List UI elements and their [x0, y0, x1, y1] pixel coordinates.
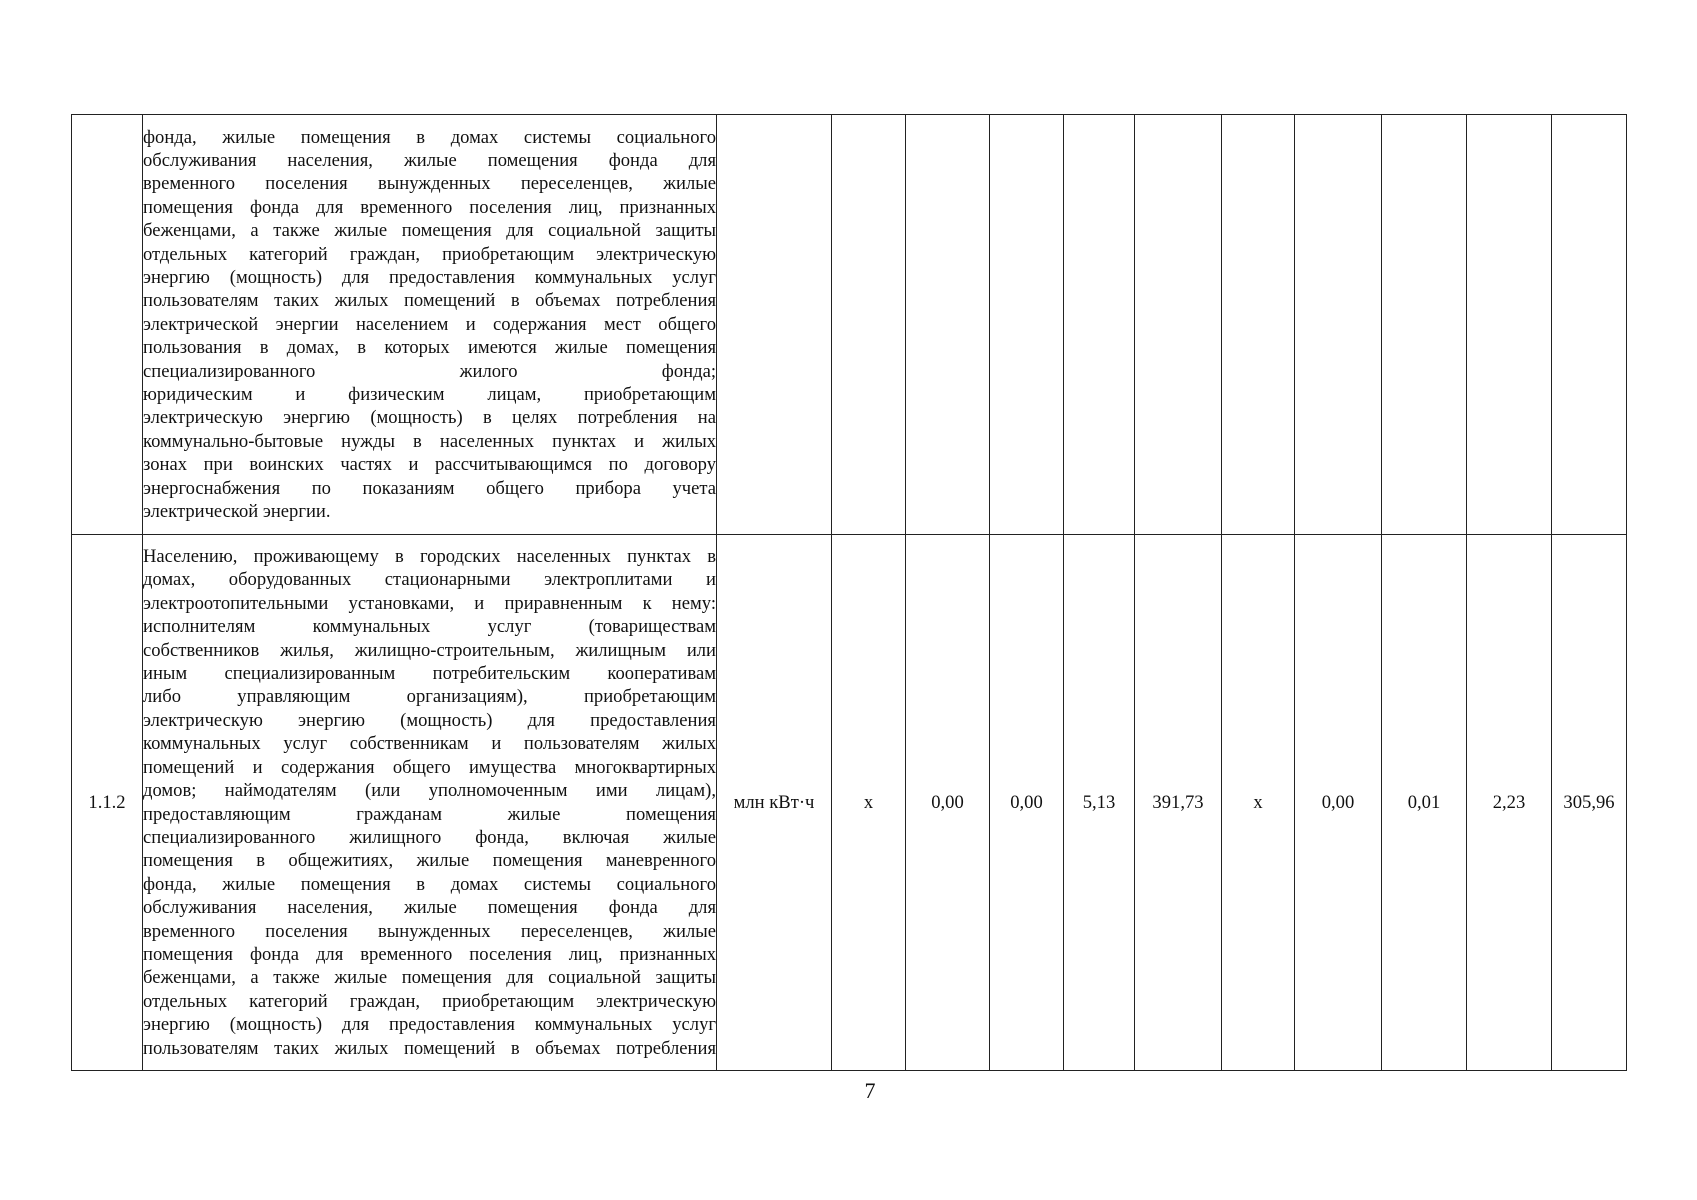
description-line: предоставляющим гражданам жилые помещения [143, 803, 716, 825]
description-line: помещений и содержания общего имущества многоквартирных [143, 756, 716, 778]
description-line: помещения фонда для временного поселения лиц, признанных [143, 943, 716, 965]
description-line: беженцами, а также жилые помещения для социальной защиты [143, 967, 716, 989]
value-cell [906, 115, 990, 535]
description-line: специализированного жилого фонда; [143, 360, 716, 382]
description-line: временного поселения вынужденных переселенцев, жилые [143, 173, 716, 195]
value-cell: х [1222, 535, 1295, 1071]
row-number-cell [72, 115, 143, 535]
row-description-cell [143, 115, 717, 535]
description-line: электрическую энергию (мощность) для предоставления [143, 709, 716, 731]
value-cell [1552, 115, 1627, 535]
description-line: отдельных категорий граждан, приобретающим электрическую [143, 243, 716, 265]
description-line: иным специализированным потребительским кооперативам [143, 663, 716, 685]
unit-cell [717, 115, 832, 535]
description-line: энергию (мощность) для предоставления коммунальных услуг [143, 1014, 716, 1036]
description-line: отдельных категорий граждан, приобретающим электрическую [143, 990, 716, 1012]
description-line: электрическую энергию (мощность) в целях потребления на [143, 407, 716, 429]
row-number-cell: 1.1.2 [72, 535, 143, 1071]
value-cell [1135, 115, 1222, 535]
value-cell: 0,00 [990, 535, 1064, 1071]
value-cell: 2,23 [1467, 535, 1552, 1071]
value-cell [1295, 115, 1382, 535]
unit-cell: млн кВт·ч [717, 535, 832, 1071]
description-line: электрической энергии населением и содержания мест общего [143, 313, 716, 335]
value-cell [1382, 115, 1467, 535]
description-line: либо управляющим организациям), приобретающим [143, 686, 716, 708]
row-description-cell [143, 535, 717, 1071]
description-line: электроотопительными установками, и приравненным к нему: [143, 592, 716, 614]
description-line: домах, оборудованных стационарными электроплитами и [143, 569, 716, 591]
value-cell: х [832, 535, 906, 1071]
value-cell: 305,96 [1552, 535, 1627, 1071]
description-line: пользователям таких жилых помещений в объемах потребления [143, 290, 716, 312]
description-line: временного поселения вынужденных переселенцев, жилые [143, 920, 716, 942]
description-line: специализированного жилищного фонда, включая жилые [143, 826, 716, 848]
description-line: обслуживания населения, жилые помещения фонда для [143, 897, 716, 919]
description-line: обслуживания населения, жилые помещения фонда для [143, 149, 716, 171]
value-cell [1064, 115, 1135, 535]
value-cell [990, 115, 1064, 535]
value-cell: 5,13 [1064, 535, 1135, 1071]
value-cell: 391,73 [1135, 535, 1222, 1071]
description-line: энергию (мощность) для предоставления коммунальных услуг [143, 266, 716, 288]
description-line: домов; наймодателям (или уполномоченным ими лицам), [143, 780, 716, 802]
page-number: 7 [864, 1078, 876, 1103]
description-line: беженцами, а также жилые помещения для социальной защиты [143, 220, 716, 242]
description-line: зонах при воинских частях и рассчитывающимся по договору [143, 454, 716, 476]
value-cell: 0,00 [906, 535, 990, 1071]
description-line: юридическим и физическим лицам, приобретающим [143, 384, 716, 406]
table-row [72, 535, 1627, 1071]
description-line: помещения фонда для временного поселения лиц, признанных [143, 196, 716, 218]
tariff-table [71, 114, 1627, 1071]
description-line: Населению, проживающему в городских населенных пунктах в [143, 546, 716, 568]
description-line: электрической энергии. [143, 501, 331, 523]
description-line: коммунально-бытовые нужды в населенных пунктах и жилых [143, 430, 716, 452]
description-line: пользования в домах, в которых имеются жилые помещения [143, 337, 716, 359]
value-cell [832, 115, 906, 535]
description-line: пользователям таких жилых помещений в объемах потребления [143, 1037, 716, 1059]
value-cell: 0,00 [1295, 535, 1382, 1071]
description-line: фонда, жилые помещения в домах системы социального [143, 873, 716, 895]
description-line: исполнителям коммунальных услуг (товариществам [143, 616, 716, 638]
description-line: собственников жилья, жилищно-строительным, жилищным или [143, 639, 716, 661]
description-line: коммунальных услуг собственникам и пользователям жилых [143, 733, 716, 755]
description-line: фонда, жилые помещения в домах системы социального [143, 126, 716, 148]
value-cell: 0,01 [1382, 535, 1467, 1071]
description-line: помещения в общежитиях, жилые помещения маневренного [143, 850, 716, 872]
description-line: энергоснабжения по показаниям общего прибора учета [143, 477, 716, 499]
value-cell [1222, 115, 1295, 535]
table-row [72, 115, 1627, 535]
value-cell [1467, 115, 1552, 535]
